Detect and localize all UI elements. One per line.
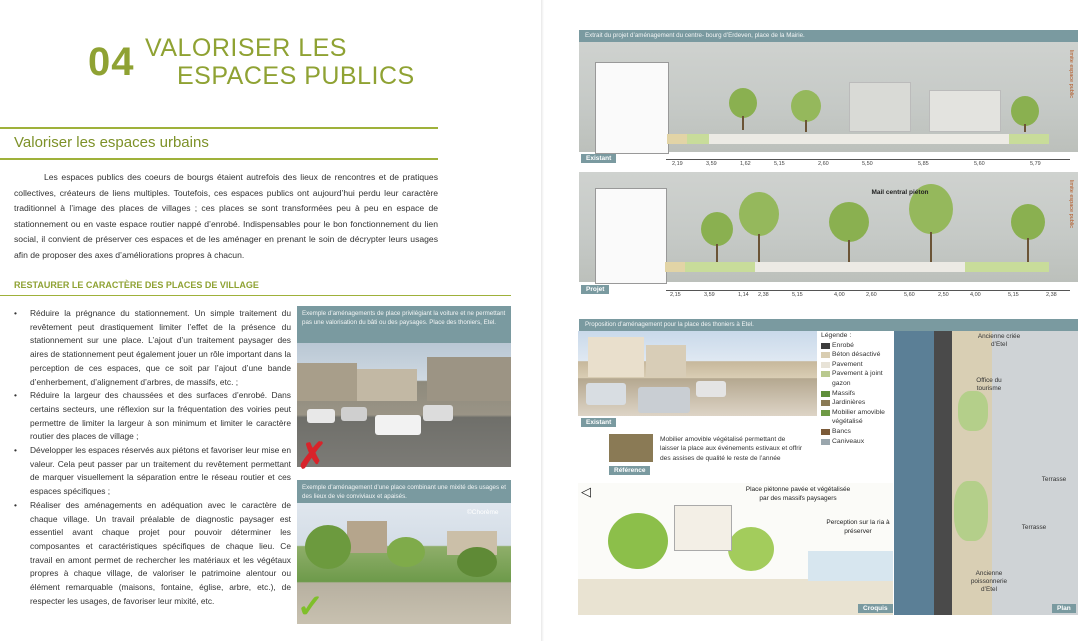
parking-square-photo <box>297 343 511 467</box>
scale-value: 5,15 <box>774 161 785 167</box>
scale-value: 5,60 <box>974 161 985 167</box>
bullet-item: • Réaliser des aménagements en adéquation avec le caractère de chaque village. Un travail préalable de diagnostic paysager est essentiel avant chaque projet pour pouvoir déterminer les composantes et caractéristiques spécifiques de chaque lieu. Ce travail en amont permet de rechercher les matériaux et les végétaux propres à chaque village, de valoriser le patrimoine alentour ou élément remarquable (maisons, fontaine, église, arbre, etc.), de respecter les usages, de favoriser leur mixité, etc. <box>14 499 291 609</box>
legend-swatch <box>821 343 830 349</box>
plan-label-poissonnerie: Ancienne poissonnerie d’Etel <box>970 570 1008 593</box>
plan-label-criee: Ancienne criée d’Etel <box>977 333 1021 348</box>
legend-title: Légende : <box>821 332 852 339</box>
reference-tag: Référence <box>609 466 650 475</box>
legend-item <box>821 360 895 370</box>
scale-value: 2,38 <box>758 292 769 298</box>
scale-value: 2,60 <box>866 292 877 298</box>
legend-label: Pavement <box>832 360 863 368</box>
scale-value: 1,62 <box>740 161 751 167</box>
cross-icon: ✗ <box>297 435 328 476</box>
legend-item <box>821 437 895 447</box>
section-rule-top <box>0 127 438 129</box>
projet-side-label: limite espace public <box>1068 180 1074 228</box>
legend-item <box>821 427 895 437</box>
legend-label: Mobilier amovible végétalisé <box>832 408 885 426</box>
scale-value: 5,50 <box>862 161 873 167</box>
legend-item <box>821 341 895 351</box>
scale-value: 4,00 <box>834 292 845 298</box>
photo-credit: ©Chorème <box>467 509 499 516</box>
scale-value: 5,85 <box>918 161 929 167</box>
chapter-number: 04 <box>88 40 135 84</box>
reference-photo <box>609 434 653 462</box>
legend-swatch <box>821 362 830 368</box>
scale-value: 2,15 <box>670 292 681 298</box>
section-title: Valoriser les espaces urbains <box>14 134 209 151</box>
projet-section-drawing <box>579 172 1078 282</box>
subsection-rule <box>0 295 511 296</box>
photo-existant-tag: Existant <box>581 418 616 427</box>
existant-scale <box>666 159 1070 168</box>
check-icon: ✓ <box>297 588 324 624</box>
mail-label: Mail central piéton <box>871 189 929 196</box>
sketch-label-ria: Perception sur la ria à préserver <box>826 519 890 535</box>
legend-swatch <box>821 400 830 406</box>
scale-value: 5,15 <box>1008 292 1019 298</box>
scale-value: 3,59 <box>704 292 715 298</box>
legend-swatch <box>821 352 830 358</box>
chapter-title-line1: VALORISER LES <box>145 34 347 62</box>
scale-value: 2,50 <box>938 292 949 298</box>
bullet-item: • Réduire la prégnance du stationnement. Un simple traitement du revêtement peut drastiquement limiter l’effet de la présence du stationnement sur une place. L’ajout d’un traitement paysager des aires de stationnement peut également jouer un rôle important dans la perception de ces espaces, que ce soit par l’ajout d’une bande d’enherbement, d’alignement d’arbres, de massifs, etc. ; <box>14 307 291 389</box>
plan-label-tourisme: Office du tourisme <box>976 377 1002 392</box>
legend-item <box>821 408 895 427</box>
legend <box>821 331 895 471</box>
photo1-caption: Exemple d’aménagements de place privilégiant la voiture et ne permettant pas une valorisation du bâti ou des paysages. Place des thoniers, Etel. <box>297 306 511 343</box>
chapter-title-line2: ESPACES PUBLICS <box>177 62 415 90</box>
etel-square-photo <box>578 331 817 416</box>
existant-side-label: limite espace public <box>1068 50 1074 98</box>
existant-tag: Existant <box>581 154 616 163</box>
legend-item <box>821 369 895 388</box>
bullet-item: • Réduire la largeur des chaussées et des surfaces d’enrobé. Dans certains secteurs, une réflexion sur la fréquentation des voiries peut permettre de limiter la largeur à son minimum et limiter le caractère routier des places de village ; <box>14 389 291 444</box>
legend-item <box>821 389 895 399</box>
scale-value: 1,14 <box>738 292 749 298</box>
photo2-caption: Exemple d’aménagement d’une place combinant une mixité des usages et des lieux de vie conviviaux et apaisés. <box>297 480 511 503</box>
legend-label: Enrobé <box>832 341 854 349</box>
legend-swatch <box>821 410 830 416</box>
legend-label: Pavement à joint gazon <box>832 370 883 387</box>
legend-label: Massifs <box>832 389 856 397</box>
legend-item <box>821 350 895 360</box>
eye-icon: ◁ <box>581 484 591 499</box>
legend-item <box>821 398 895 408</box>
existant-section-drawing <box>579 42 1078 152</box>
legend-swatch <box>821 391 830 397</box>
projet-scale <box>666 290 1070 299</box>
sketch-label-square: Place piétonne pavée et végétalisée par des massifs paysagers <box>745 486 851 502</box>
scale-value: 5,79 <box>1030 161 1041 167</box>
scale-value: 2,60 <box>818 161 829 167</box>
scale-value: 3,59 <box>706 161 717 167</box>
bullet-item: • Développer les espaces réservés aux piétons et favoriser leur mise en valeur. Cela peut passer par un traitement du revêtement permettant de marquer visuellement la séparation entre le réseau routier et ces espaces spécifiques ; <box>14 444 291 499</box>
croquis-tag: Croquis <box>858 604 893 613</box>
reference-text: Mobilier amovible végétalisé permettant de laisser la place aux événements estivaux et offrir des assises de qualité le reste de l’année <box>660 436 803 462</box>
scale-value: 4,00 <box>970 292 981 298</box>
section-rule-bottom <box>0 158 438 160</box>
scale-value: 5,15 <box>792 292 803 298</box>
legend-swatch <box>821 439 830 445</box>
projet-tag: Projet <box>581 285 609 294</box>
proposal-caption: Proposition d’aménagement pour la place des thoniers à Etel. <box>579 319 1078 331</box>
legend-label: Jardinières <box>832 399 866 407</box>
legend-label: Béton désactivé <box>832 351 881 359</box>
plan-tag: Plan <box>1052 604 1076 613</box>
bullet-list <box>14 307 291 608</box>
convivial-square-photo <box>297 503 511 624</box>
legend-swatch <box>821 429 830 435</box>
scale-value: 2,19 <box>672 161 683 167</box>
intro-paragraph: Les espaces publics des coeurs de bourgs étaient autrefois des lieux de rencontres et de pratiques collectives, créateurs de liens multiples. Toutefois, ces espaces publics ont aujourd’hui perdu leur caractère traditionnel à l’image des places de villages ; ces places se sont transformées peu à peu en espace de stationnement ou en vaste espace routier nappé d’enrobé. Indispensables pour le bon fonctionnement du lien social, il convient de préserver ces espaces et de les aménager en prenant le soin de décrypter leurs usages afin de proposer des axes d’améliorations propres à chacun. <box>14 172 438 260</box>
section-drawing-caption: Extrait du projet d’aménagement du centre- bourg d’Erdeven, place de la Mairie. <box>579 30 1078 42</box>
scale-value: 2,38 <box>1046 292 1057 298</box>
legend-label: Caniveaux <box>832 437 865 445</box>
subsection-title: RESTAURER LE CARACTÈRE DES PLACES DE VILLAGE <box>14 280 259 290</box>
plan-label-terrasse: Terrasse <box>1021 524 1047 531</box>
legend-swatch <box>821 371 830 377</box>
plan-label-terrasse: Terrasse <box>1041 476 1067 483</box>
legend-label: Bancs <box>832 427 851 435</box>
scale-value: 5,60 <box>904 292 915 298</box>
